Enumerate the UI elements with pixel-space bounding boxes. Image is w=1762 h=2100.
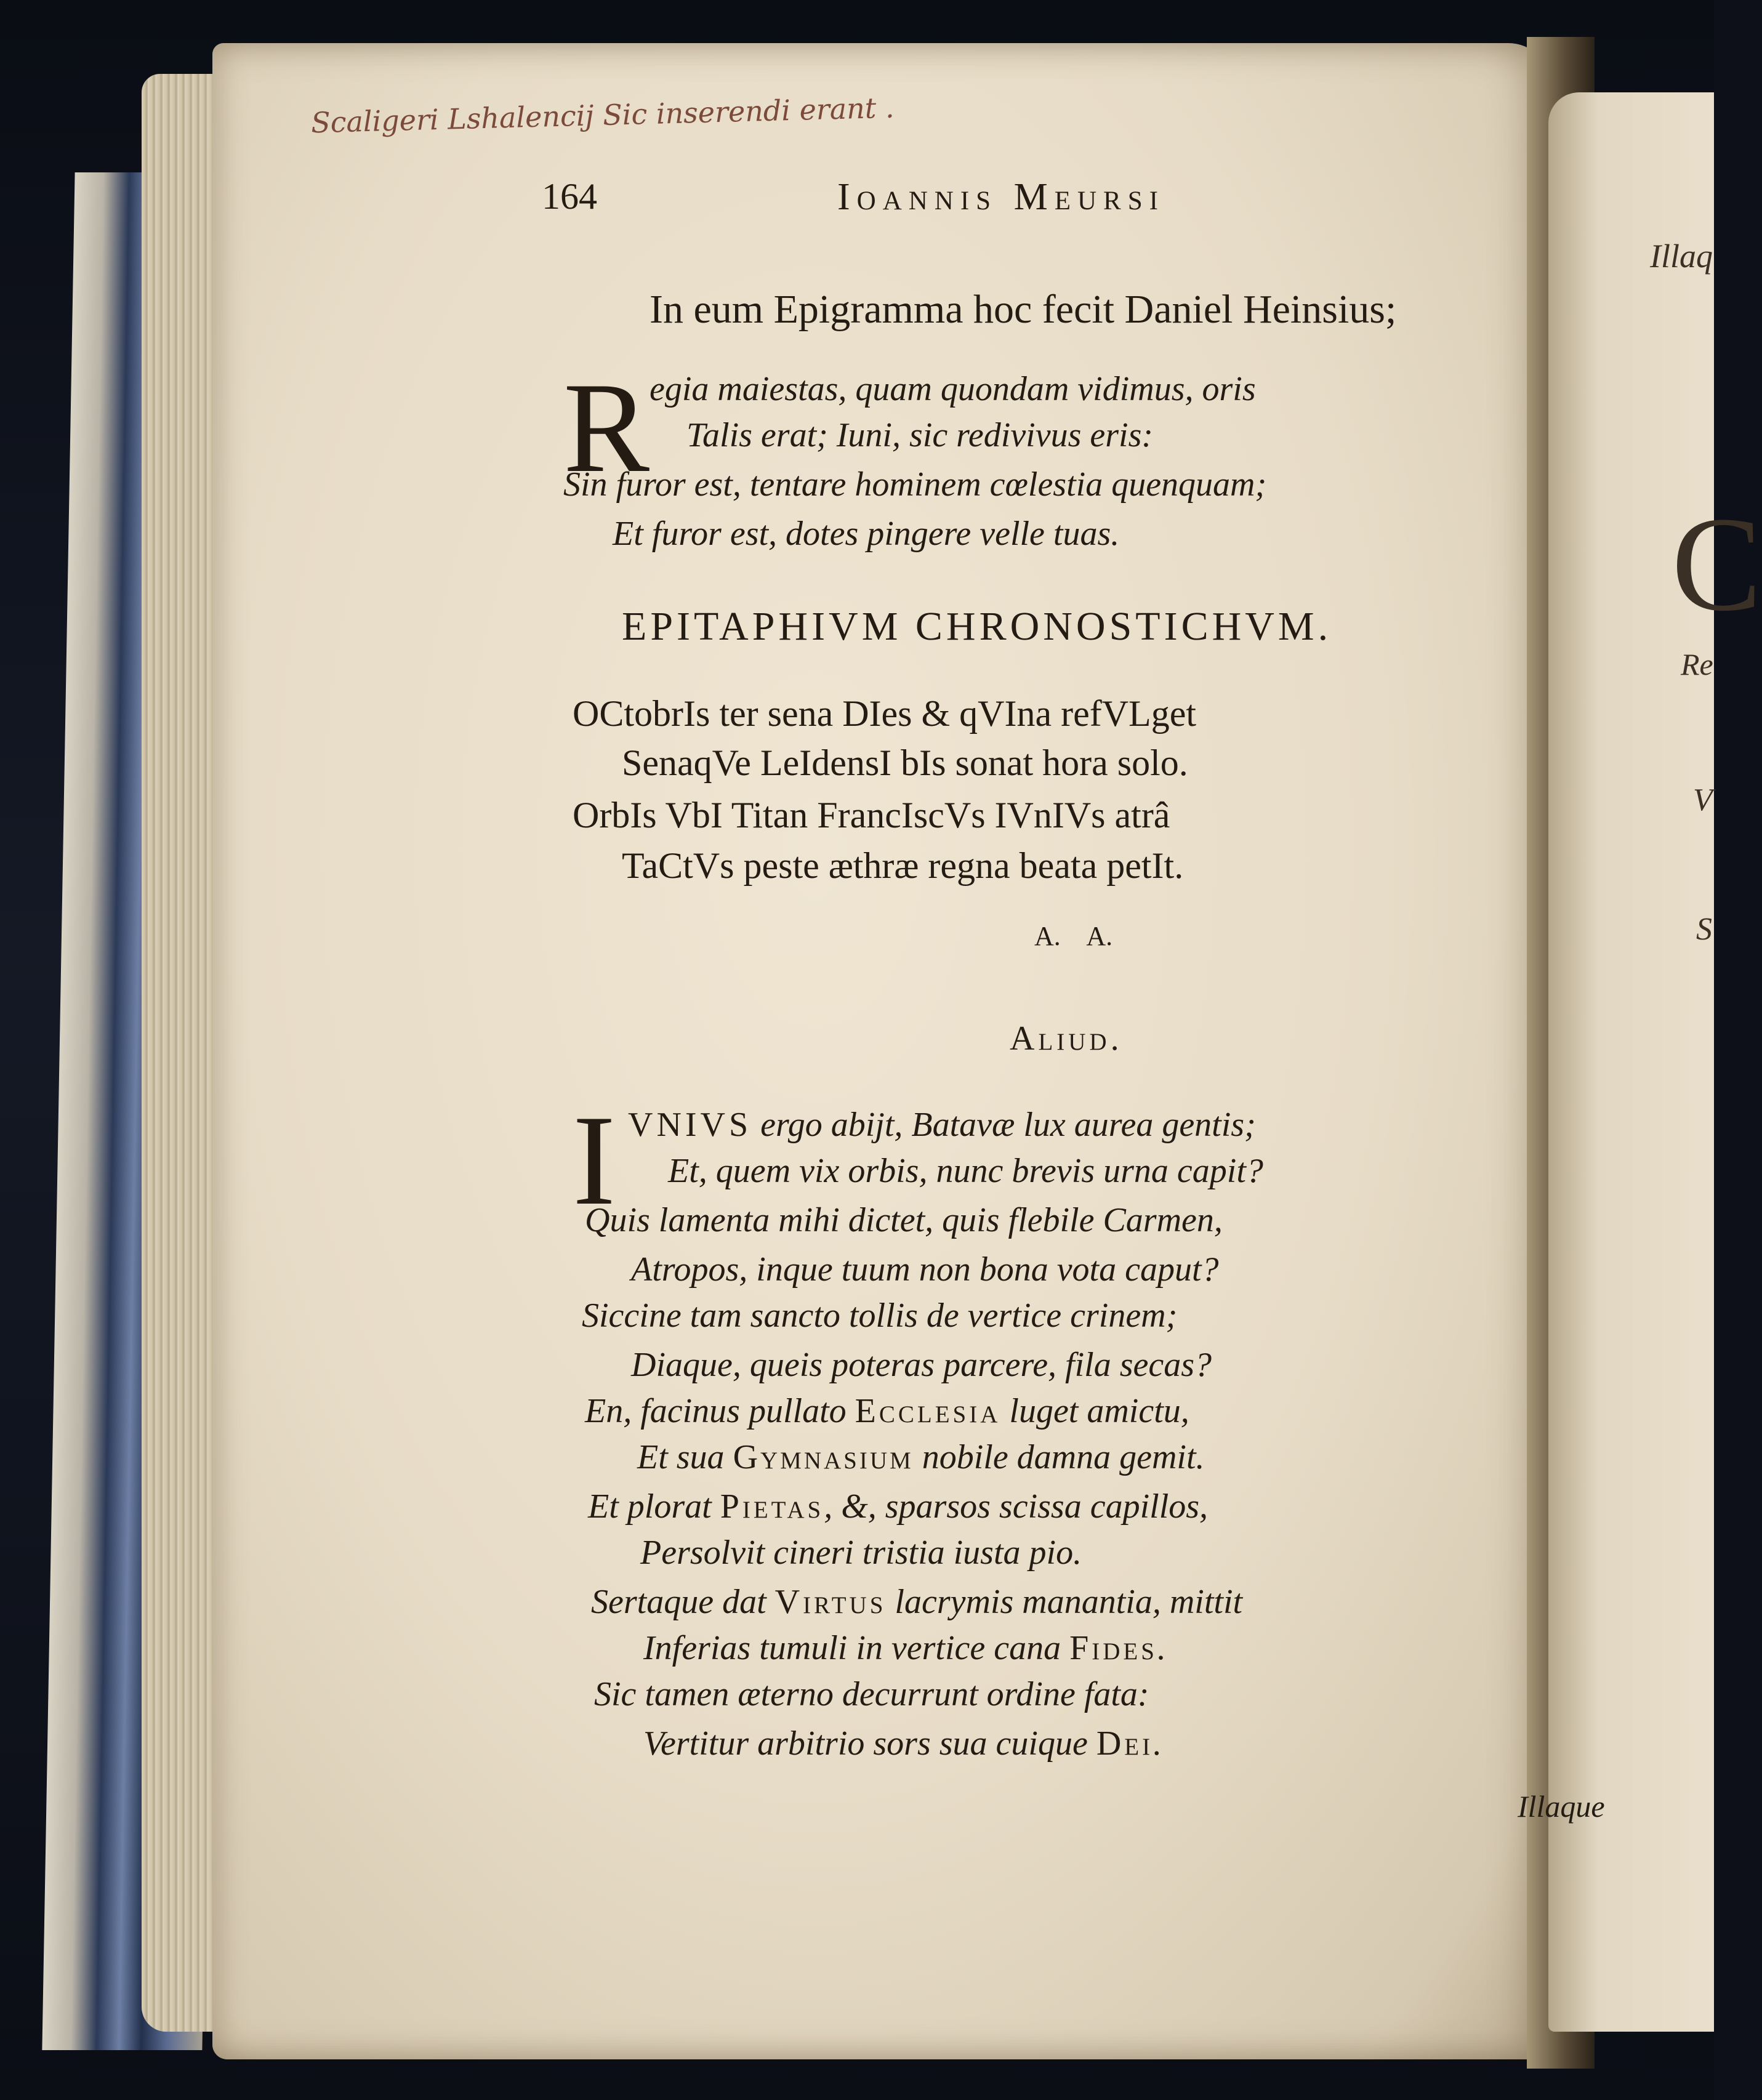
verse-line: Et, quem vix orbis, nunc brevis urna capit? [668, 1152, 1263, 1190]
drop-cap: R [563, 356, 650, 499]
verse-line: Et furor est, dotes pingere velle tuas. [613, 515, 1120, 553]
right-page-fragment: S [1696, 912, 1712, 947]
verse-line: Sin furor est, tentare hominem cœlestia quenquam; [563, 465, 1267, 504]
right-page-fragment: Re [1681, 647, 1713, 682]
verse-line: egia maiestas, quam quondam vidimus, oris [650, 370, 1256, 408]
verse-line: . [1157, 1629, 1166, 1667]
right-page-fragment: V [1693, 782, 1713, 818]
verse-line: Persolvit cineri tristia iusta pio. [640, 1534, 1082, 1572]
verse-line: Et plorat [588, 1487, 720, 1526]
handwritten-annotation: Scaligeri Lshalencij Sic inserendi erant . [310, 91, 895, 140]
section-title: EPITAPHIVM CHRONOSTICHVM. [622, 604, 1332, 649]
emphasis-caps: VNIVS [628, 1106, 752, 1144]
page-number: 164 [542, 176, 597, 217]
chronostich-line: OCtobrIs ter sena DIes & qVIna refVLget [573, 693, 1196, 734]
verse-line: lacrymis manantia, mittit [886, 1583, 1243, 1621]
emphasis-caps: Ecclesia [855, 1392, 1001, 1430]
verse-line: Diaque, queis poteras parcere, fila secas? [631, 1346, 1212, 1384]
signature: A. A. [1034, 921, 1113, 951]
emphasis-caps: Gymnasium [733, 1438, 914, 1476]
chronostich-line: TaCtVs peste æthræ regna beata petIt. [622, 845, 1184, 886]
verse-line: ergo abijt, Batavæ lux aurea gentis; [752, 1106, 1256, 1144]
verse-line: . [1153, 1724, 1162, 1763]
verse-line: Quis lamenta mihi dictet, quis flebile Carmen, [585, 1201, 1223, 1239]
emphasis-caps: Dei [1096, 1724, 1154, 1763]
verse-line: luget amictu, [1000, 1392, 1189, 1430]
epigram-intro: In eum Epigramma hoc fecit Daniel Heinsius; [650, 287, 1397, 332]
verse-line: En, facinus pullato [585, 1392, 855, 1430]
verse-line: Atropos, inque tuum non bona vota caput? [631, 1250, 1219, 1289]
verse-line: Talis erat; Iuni, sic redivivus eris: [686, 416, 1154, 454]
drop-cap: I [573, 1089, 616, 1232]
verse-line: Vertitur arbitrio sors sua cuique [643, 1724, 1096, 1763]
chronostich-line: OrbIs VbI Titan FrancIscVs IVnIVs atrâ [573, 795, 1170, 835]
verse-line: , &, sparsos scissa capillos, [824, 1487, 1209, 1526]
emphasis-caps: Virtus [774, 1583, 887, 1621]
catchword: Illaque [1518, 1789, 1605, 1824]
emphasis-caps: Fides [1069, 1629, 1157, 1667]
verse-line: Sertaque dat [591, 1583, 775, 1621]
verse-line: Siccine tam sancto tollis de vertice crinem; [582, 1297, 1178, 1335]
chronostich-line: SenaqVe LeIdensI bIs sonat hora solo. [622, 742, 1188, 783]
running-head: Ioannis Meursi [837, 176, 1165, 218]
verse-line: nobile damna gemit. [913, 1438, 1205, 1476]
right-page-fragment: C [1671, 489, 1762, 639]
emphasis-caps: Pietas [720, 1487, 824, 1526]
verse-line: Et sua [637, 1438, 733, 1476]
section-title: Aliud. [1010, 1020, 1123, 1058]
verse-line: Inferias tumuli in vertice cana [643, 1629, 1070, 1667]
verse-line: Sic tamen æterno decurrunt ordine fata: [594, 1675, 1149, 1713]
right-page-fragment: Illaq [1650, 238, 1713, 275]
